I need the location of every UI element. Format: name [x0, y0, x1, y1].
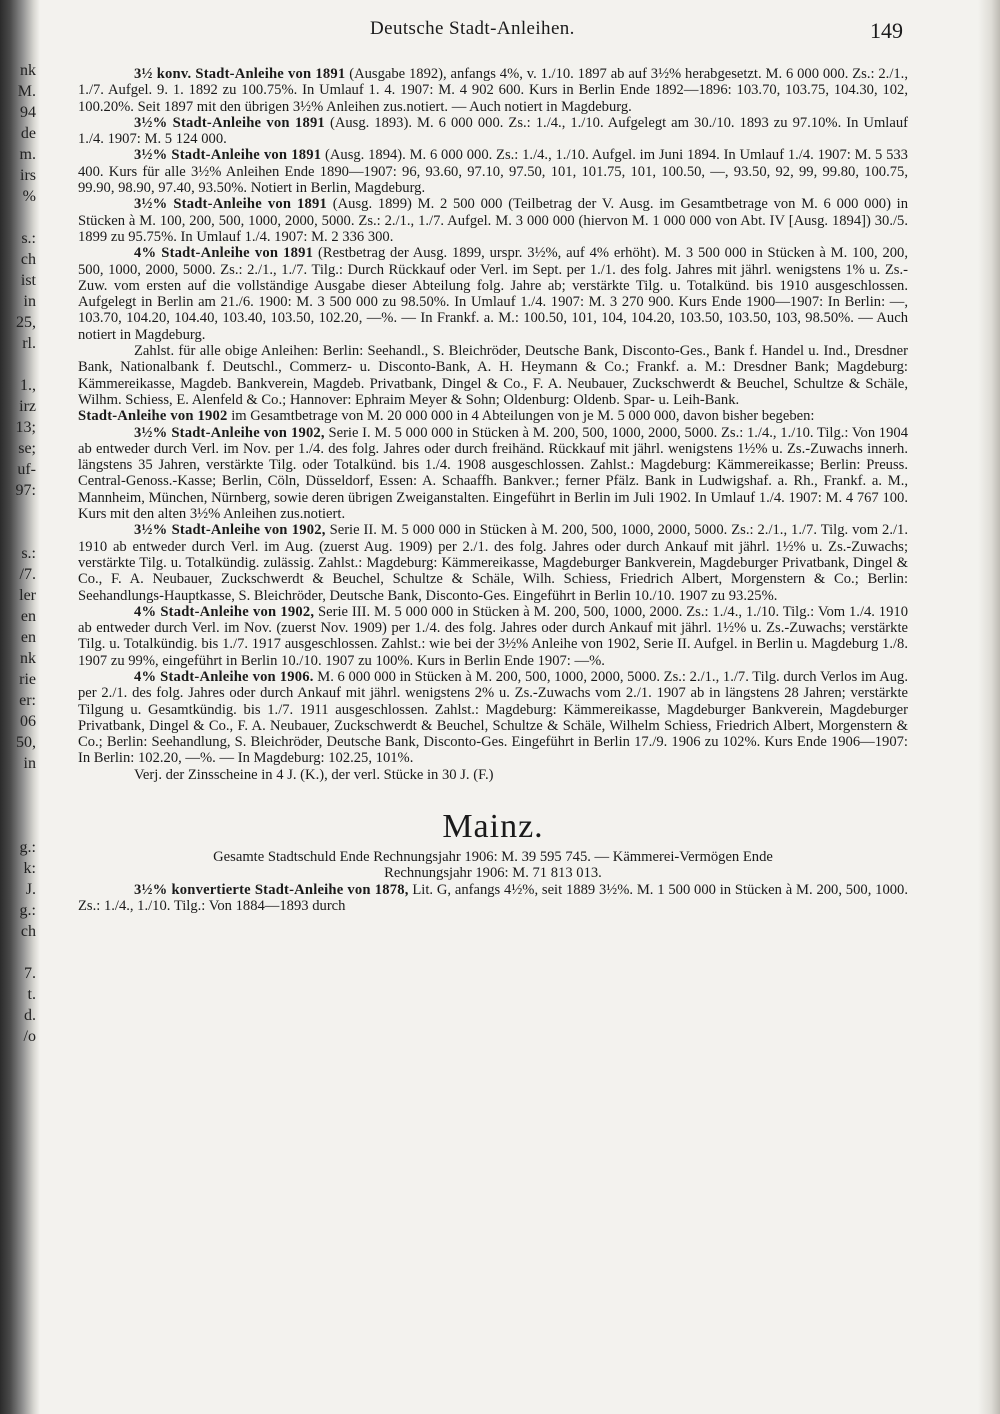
entry-text: (Ausg. 1899) M. 2 500 000 (Teilbetrag der V. Ausg. im Gesamtbetrage von M. 6 000 000) in Stücken à M. 100, 200, 500, 1000, 2000, 5000. Zs.: 2./1., 1./7. Aufgel. M. 3 000 000 (hiervon M. 1 000 000 von Abt. IV [Ausg. 1894]) 30./5. 1899 zu 95.75%. In Umlauf 1./4. 1907: M. 2 336 300. — [78, 196, 909, 245]
bond-entry — [78, 522, 908, 603]
prev-page-fragment: d. — [24, 1007, 36, 1024]
prev-page-fragment: t. — [27, 986, 36, 1003]
entry-lead: 3½% Stadt-Anleihe von 1891 — [134, 196, 328, 213]
entry-lead: 3½% konvertierte Stadt-Anleihe von 1878, — [134, 881, 409, 898]
prev-page-fragment: de — [20, 125, 36, 142]
prev-page-fragment — [2, 522, 36, 543]
entry-text: Serie I. M. 5 000 000 in Stücken à M. 200, 500, 1000, 2000, 5000. Zs.: 1./4., 1./10. Tilg.: Von 1904 ab entweder durch Verl. im Nov. per 1./4. des folg. Jahres oder durch freihänd. Rückkauf mit jährl. wenigstens 1½% u. Zs.-Zuwachs innerh. längstens 35 Jahren, verstärkte Tilg. oder Totalkünd. bis 1./4. 1908 ausgeschlossen. Zahlst.: Magdeburg: Kämmereikasse; Berlin: Preuss. Central-Genoss.-Kasse; Berlin, Cöln, Düsseldorf, Essen: A. Schaaffh. Bankver.; ferner Pfälz. Bank in Ludwigshaf. a. Rh., Frankf. a. M., Mannheim, München, Nürnberg, sowie deren übrigen Zweiganstalten. Eingeführt in Berlin im Juli 1902. In Umlauf 1./4. 1907: M. 4 767 100. Kurs mit den alten 3½% Anleihen zus.notiert. — [78, 424, 908, 523]
prev-page-fragment: en — [20, 629, 36, 646]
prev-page-fragment: er: — [19, 692, 36, 709]
prev-page-fragment — [2, 354, 36, 375]
bond-entry — [78, 115, 908, 148]
entry-lead: 3½% Stadt-Anleihe von 1891 — [134, 114, 325, 131]
prev-page-fragment: ler — [19, 587, 36, 604]
bond-entry — [78, 604, 908, 669]
prev-page-fragment: in — [23, 293, 36, 310]
bond-entry — [78, 343, 908, 408]
prev-page-fragment: s.: — [21, 545, 36, 562]
prev-page-fragment: ch — [20, 923, 36, 940]
entry-text: (Restbetrag der Ausg. 1899, urspr. 3½%, auf 4% erhöht). M. 3 500 000 in Stücken à M. 100, 200, 500, 1000, 2000, 5000. Zs.: 2./1., 1./7. Tilg.: Durch Rückkauf oder Verl. im Sept. per 1./1. des folg. Jahres mit jährl. wenigstens 1% u. Zs.-Zuw. vom ersten auf die vollständige Ausgabe dieser Abteilung folg. Jahre ab; verstärkte Tilg. u. Totalkünd. bis 1910 ausgeschlossen. Aufgelegt in Berlin am 21./6. 1900: M. 3 500 000 zu 98.50%. In Umlauf 1./4. 1907: M. 3 270 900. Kurs Ende 1900—1907: In Berlin: —, 103.70, 104.20, 104.40, 103.40, 103.50, 102.20, —%. — In Frankf. a. M.: 100.50, 101, 104, 104.20, 103.50, 103.50, 103, 98.50%. — Auch notiert in Magdeburg. — [78, 245, 908, 343]
bond-entry — [78, 425, 908, 523]
prev-page-fragment: 1., — [20, 377, 36, 394]
prev-page-fragment: s.: — [21, 230, 36, 247]
prev-page-fragment: g.: — [19, 902, 36, 919]
prev-page-fragment: in — [23, 755, 36, 772]
prev-page-fragment: m. — [19, 146, 36, 163]
prev-page-fragment: en — [20, 608, 36, 625]
section-heading-mainz: Mainz. — [442, 808, 544, 846]
prev-page-fragment: k: — [23, 860, 36, 877]
entry-text: (Ausgabe 1892), anfangs 4%, v. 1./10. 1897 ab auf 3½% herabgesetzt. M. 6 000 000. Zs.: 2./1., 1./7. Aufgel. 9. 1. 1892 zu 100.75%. In Umlauf 1. 4. 1907: M. 4 902 600. Kurs in Berlin Ende 1892—1896: 103.70, 103.75, 104.30, 102, 100.20%. Seit 1897 mit den übrigen 3½% Anleihen zus.notiert. — Auch notiert in Magdeburg. — [78, 66, 908, 115]
prev-page-fragment: irs — [20, 167, 36, 184]
prev-page-fragment: M. — [17, 83, 36, 100]
entry-lead: 3½% Stadt-Anleihe von 1902, — [134, 522, 326, 539]
entry-text: Serie III. M. 5 000 000 in Stücken à M. 200, 500, 1000, 2000. Zs.: 1./4., 1./10. Tilg.: Vom 1./4. 1910 ab entweder durch Verl. im Nov. (zuerst Nov. 1909) per 1./4. des folg. Jahres oder durch Ankauf mit jährl. 1½% u. Zs.-Zuwachs; verstärkte Tilg. u. Totalkündig. bis 1./7. 1917 ausgeschlossen. Zahlst.: wie bei der 3½% Anleihe von 1902, Serie II. Aufgel. in Berlin u. Magdeburg 1./8. 1907 zu 99%, eingeführt in Berlin 10./10. 1907 zu 100%. Kurs in Berlin Ende 1907: —%. — [78, 603, 908, 669]
prev-page-fragment: J. — [25, 881, 36, 898]
prev-page-fragment: 25, — [16, 314, 36, 331]
prev-page-fragment: nk — [20, 62, 36, 79]
prev-page-fragment: ch — [20, 251, 36, 268]
prev-page-fragment — [2, 795, 36, 816]
prev-page-fragment: rie — [19, 671, 36, 688]
entry-lead: 4% Stadt-Anleihe von 1891 — [134, 245, 314, 262]
mainz-summary-line-1: Gesamte Stadtschuld Ende Rechnungsjahr 1906: M. 39 595 745. — Kämmerei-Vermögen Ende — [213, 849, 773, 866]
prev-page-fragment: irz — [19, 398, 36, 415]
previous-page-edge-text — [2, 60, 36, 1047]
prev-page-fragment: 50, — [16, 734, 36, 751]
entry-text: (Ausg. 1893). M. 6 000 000. Zs.: 1./4., 1./10. Aufgelegt am 30./10. 1893 zu 97.10%. In Umlauf 1./4. 1907: M. 5 124 000. — [78, 114, 908, 148]
entry-lead: Stadt-Anleihe von 1902 — [78, 408, 228, 425]
bond-entry — [78, 408, 908, 424]
entry-text: (Ausg. 1894). M. 6 000 000. Zs.: 1./4., 1./10. Aufgel. im Juni 1894. In Umlauf 1./4. 1907: M. 5 533 400. Kurs für alle 3½% Anleihen Ende 1890—1907: 96, 93.60, 97.10, 97.50, 101, 101.75, 101, 100.50, —, 93.50, 92, 99, 99.80, 100.75, 99.90, 98.90, 97.40, 93.50%. Notiert in Berlin, Magdeburg. — [78, 147, 908, 197]
bond-entry — [78, 196, 908, 245]
prev-page-fragment: 7. — [24, 965, 36, 982]
prev-page-fragment: /o — [23, 1028, 36, 1045]
running-title: Deutsche Stadt-Anleihen. — [370, 18, 575, 39]
bond-entry — [78, 669, 908, 767]
prev-page-fragment — [2, 774, 36, 795]
prev-page-fragment — [2, 207, 36, 228]
prev-page-fragment — [2, 942, 36, 963]
entry-lead: 3½% Stadt-Anleihe von 1902, — [134, 424, 325, 441]
prev-page-fragment: 13; — [15, 419, 36, 436]
entry-lead: 3½ konv. Stadt-Anleihe von 1891 — [134, 66, 346, 82]
prev-page-fragment: nk — [20, 650, 36, 667]
bond-entries — [78, 66, 908, 783]
entry-text: Serie II. M. 5 000 000 in Stücken à M. 200, 500, 1000, 2000, 5000. Zs.: 2./1., 1./7. Tilg. vom 2./1. 1910 ab entweder durch Verl. im Aug. (zuerst Aug. 1909) per 2./1. des folg. Jahres oder durch Ankauf mit jährl. 1½% u. Zs.-Zuwachs; verstärkte Tilg. u. Totalkündig. zulässig. Zahlst.: Magdeburg: Kämmereikasse, Magdeburger Bankverein, Magdeburger Privatbank, Dingel & Co., F. A. Neubauer, Zuckschwerdt & Beuchel, Schultze & Schäle, Wilh. Schiess, Friedrich Albert, Morgenstern & Co.; Berlin: Seehandlungs-Hauptkasse, S. Bleichröder, Deutsche Bank, Disconto-Ges. Eingeführt in Berlin 10./10. 1907 zu 93.25%. — [78, 522, 908, 604]
prev-page-fragment: uf- — [17, 461, 36, 478]
bond-entry — [78, 245, 908, 343]
entry-text: im Gesamtbetrage von M. 20 000 000 in 4 Abteilungen von je M. 5 000 000, davon bisher begeben: — [227, 408, 815, 425]
bond-entry — [78, 767, 908, 783]
entry-text: Lit. G, anfangs 4½%, seit 1889 3½%. M. 1 500 000 in Stücken à M. 200, 500, 1000. Zs.: 1./4., 1./10. Tilg.: Von 1884—1893 durch — [78, 881, 908, 914]
prev-page-fragment: 94 — [20, 104, 36, 121]
page-number: 149 — [870, 18, 903, 43]
prev-page-fragment: ist — [20, 272, 36, 289]
prev-page-fragment: se; — [18, 440, 36, 457]
prev-page-fragment: g.: — [19, 839, 36, 856]
entry-lead: 4% Stadt-Anleihe von 1906. — [134, 668, 314, 685]
entry-text: M. 6 000 000 in Stücken à M. 200, 500, 1000, 2000, 5000. Zs.: 2./1., 1./7. Tilg. durch Verlos im Aug. per 2./1. des folg. Jahres oder durch Ankauf mit jährl. wenigstens 2% u. Zs.-Zuwachs vom 2./1. 1907 ab in längstens 28 Jahren; verstärkte Tilgung u. Gesamtkündig. bis 1./7. 1911 ausgeschlossen. Zahlst.: Magdeburg: Kämmereikasse, Magdeburger Bankverein, Magdeburger Privatbank, Dingel & Co., F. A. Neubauer, Zuckschwerdt & Beuchel, Schultze & Schäle, Wilhelm Schiess, Friedrich Albert, Morgenstern & Co.; Berlin: Seehandlung, S. Bleichröder, Deutsche Bank, Disconto-Ges. Eingeführt in Berlin 17./9. 1906 zu 102%. Kurs Ende 1906—1907: In Berlin: 102.20, —%. — In Magdeburg: 102.25, 101%. — [78, 668, 909, 767]
mainz-bond-entry — [78, 882, 908, 915]
right-page-edge — [978, 0, 1000, 1414]
prev-page-fragment: /7. — [19, 566, 36, 583]
mainz-summary-line-2: Rechnungsjahr 1906: M. 71 813 013. — [384, 865, 602, 882]
prev-page-fragment: rl. — [22, 335, 36, 352]
prev-page-fragment: 06 — [20, 713, 36, 730]
prev-page-fragment — [2, 501, 36, 522]
prev-page-fragment: % — [22, 188, 36, 205]
entry-lead: 3½% Stadt-Anleihe von 1891 — [134, 147, 322, 164]
entry-text: Zahlst. für alle obige Anleihen: Berlin: Seehandl., S. Bleichröder, Deutsche Bank, Disconto-Ges., Bank f. Handel u. Ind., Dresdner Bank, Nationalbank f. Deutschl., Commerz- u. Disconto-Bank, A. H. Heymann & Co.; Frankf. a. M.: Dresdner Bank; Magdeburg: Kämmereikasse, Magdeb. Bankverein, Magdeb. Privatbank, Dingel & Co., F. A. Neubauer, Zuckschwerdt & Beuchel, Schultze & Schäle, Wilhm. Schiess, E. Alenfeld & Co.; Hannover: Ephraim Meyer & Sohn; Oldenburg: Oldenb. Spar- u. Leih-Bank. — [78, 343, 908, 408]
bond-entry — [78, 66, 908, 115]
page-body — [78, 66, 908, 914]
bond-entry — [78, 147, 908, 196]
entry-text: Verj. der Zinsscheine in 4 J. (K.), der verl. Stücke in 30 J. (F.) — [134, 766, 494, 783]
entry-lead: 4% Stadt-Anleihe von 1902, — [134, 603, 315, 620]
prev-page-fragment: 97: — [15, 482, 36, 499]
prev-page-fragment — [2, 816, 36, 837]
